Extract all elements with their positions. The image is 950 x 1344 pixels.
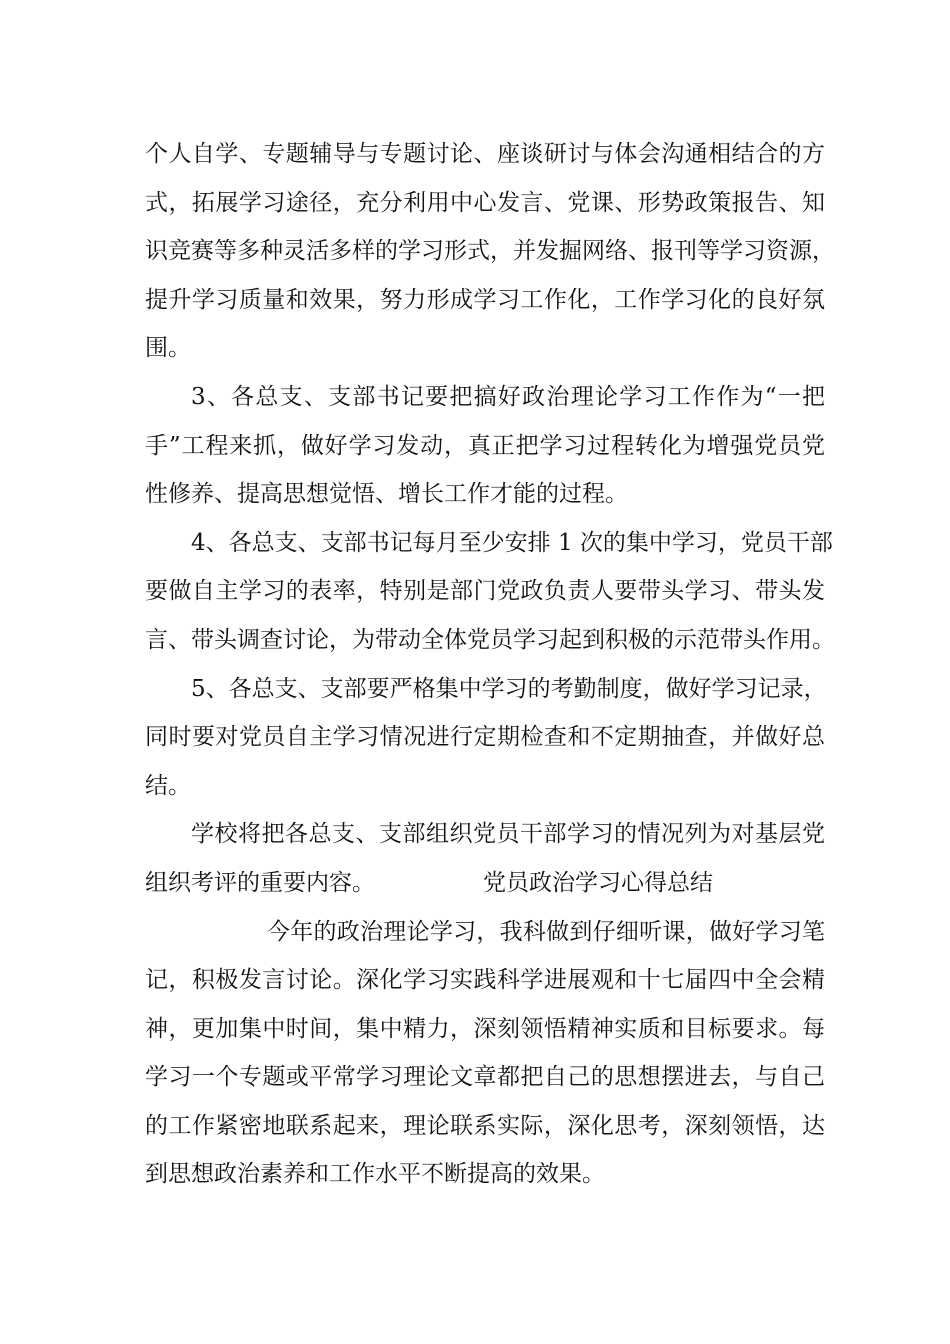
paragraph-line: 围。	[145, 335, 191, 362]
paragraph-line: 5、各总支、支部要严格集中学习的考勤制度，做好学习记录，	[191, 675, 827, 702]
paragraph-line: 个人自学、专题辅导与专题讨论、座谈研讨与体会沟通相结合的方	[145, 141, 825, 167]
paragraph-line: 今年的政治理论学习，我科做到仔细听课，做好学习笔	[267, 918, 825, 945]
paragraph-line: 到思想政治素养和工作水平不断提高的效果。	[145, 1161, 605, 1188]
paragraph-line: 记，积极发言讨论。深化学习实践科学进展观和十七届四中全会精	[145, 967, 825, 994]
paragraph-line: 同时要对党员自主学习情况进行定期检查和不定期抽查，并做好总	[145, 724, 825, 751]
paragraph-line: 的工作紧密地联系起来，理论联系实际，深化思考，深刻领悟，达	[145, 1112, 825, 1139]
paragraph-line-with-title	[145, 859, 825, 908]
section-title: 党员政治学习心得总结	[483, 869, 713, 896]
paragraph-line: 3、各总支、支部书记要把搞好政治理论学习工作作为“一把	[191, 383, 825, 410]
paragraph-line: 组织考评的重要内容。	[145, 869, 375, 896]
paragraph-line: 神，更加集中时间，集中精力，深刻领悟精神实质和目标要求。每	[145, 1015, 825, 1042]
paragraph-line: 学校将把各总支、支部组织党员干部学习的情况列为对基层党	[191, 821, 825, 848]
paragraph-line: 提升学习质量和效果，努力形成学习工作化，工作学习化的良好氛	[145, 286, 825, 313]
paragraph-line: 识竞赛等多种灵活多样的学习形式，并发掘网络、报刊等学习资源，	[145, 238, 835, 265]
paragraph-line: 要做自主学习的表率，特别是部门党政负责人要带头学习、带头发	[145, 578, 825, 605]
paragraph-line: 学习一个专题或平常学习理论文章都把自己的思想摆进去，与自己	[145, 1064, 825, 1091]
paragraph-line: 手”工程来抓，做好学习发动，真正把学习过程转化为增强党员党	[145, 432, 825, 459]
paragraph-line: 式，拓展学习途径，充分利用中心发言、党课、形势政策报告、知	[145, 189, 825, 216]
paragraph-line: 性修养、提高思想觉悟、增长工作才能的过程。	[145, 481, 628, 508]
paragraph-line: 言、带头调查讨论，为带动全体党员学习起到积极的示范带头作用。	[145, 626, 835, 653]
paragraph-line: 4、各总支、支部书记每月至少安排 1 次的集中学习，党员干部	[191, 529, 833, 556]
paragraph-line: 结。	[145, 772, 191, 799]
document-body	[145, 130, 835, 1199]
